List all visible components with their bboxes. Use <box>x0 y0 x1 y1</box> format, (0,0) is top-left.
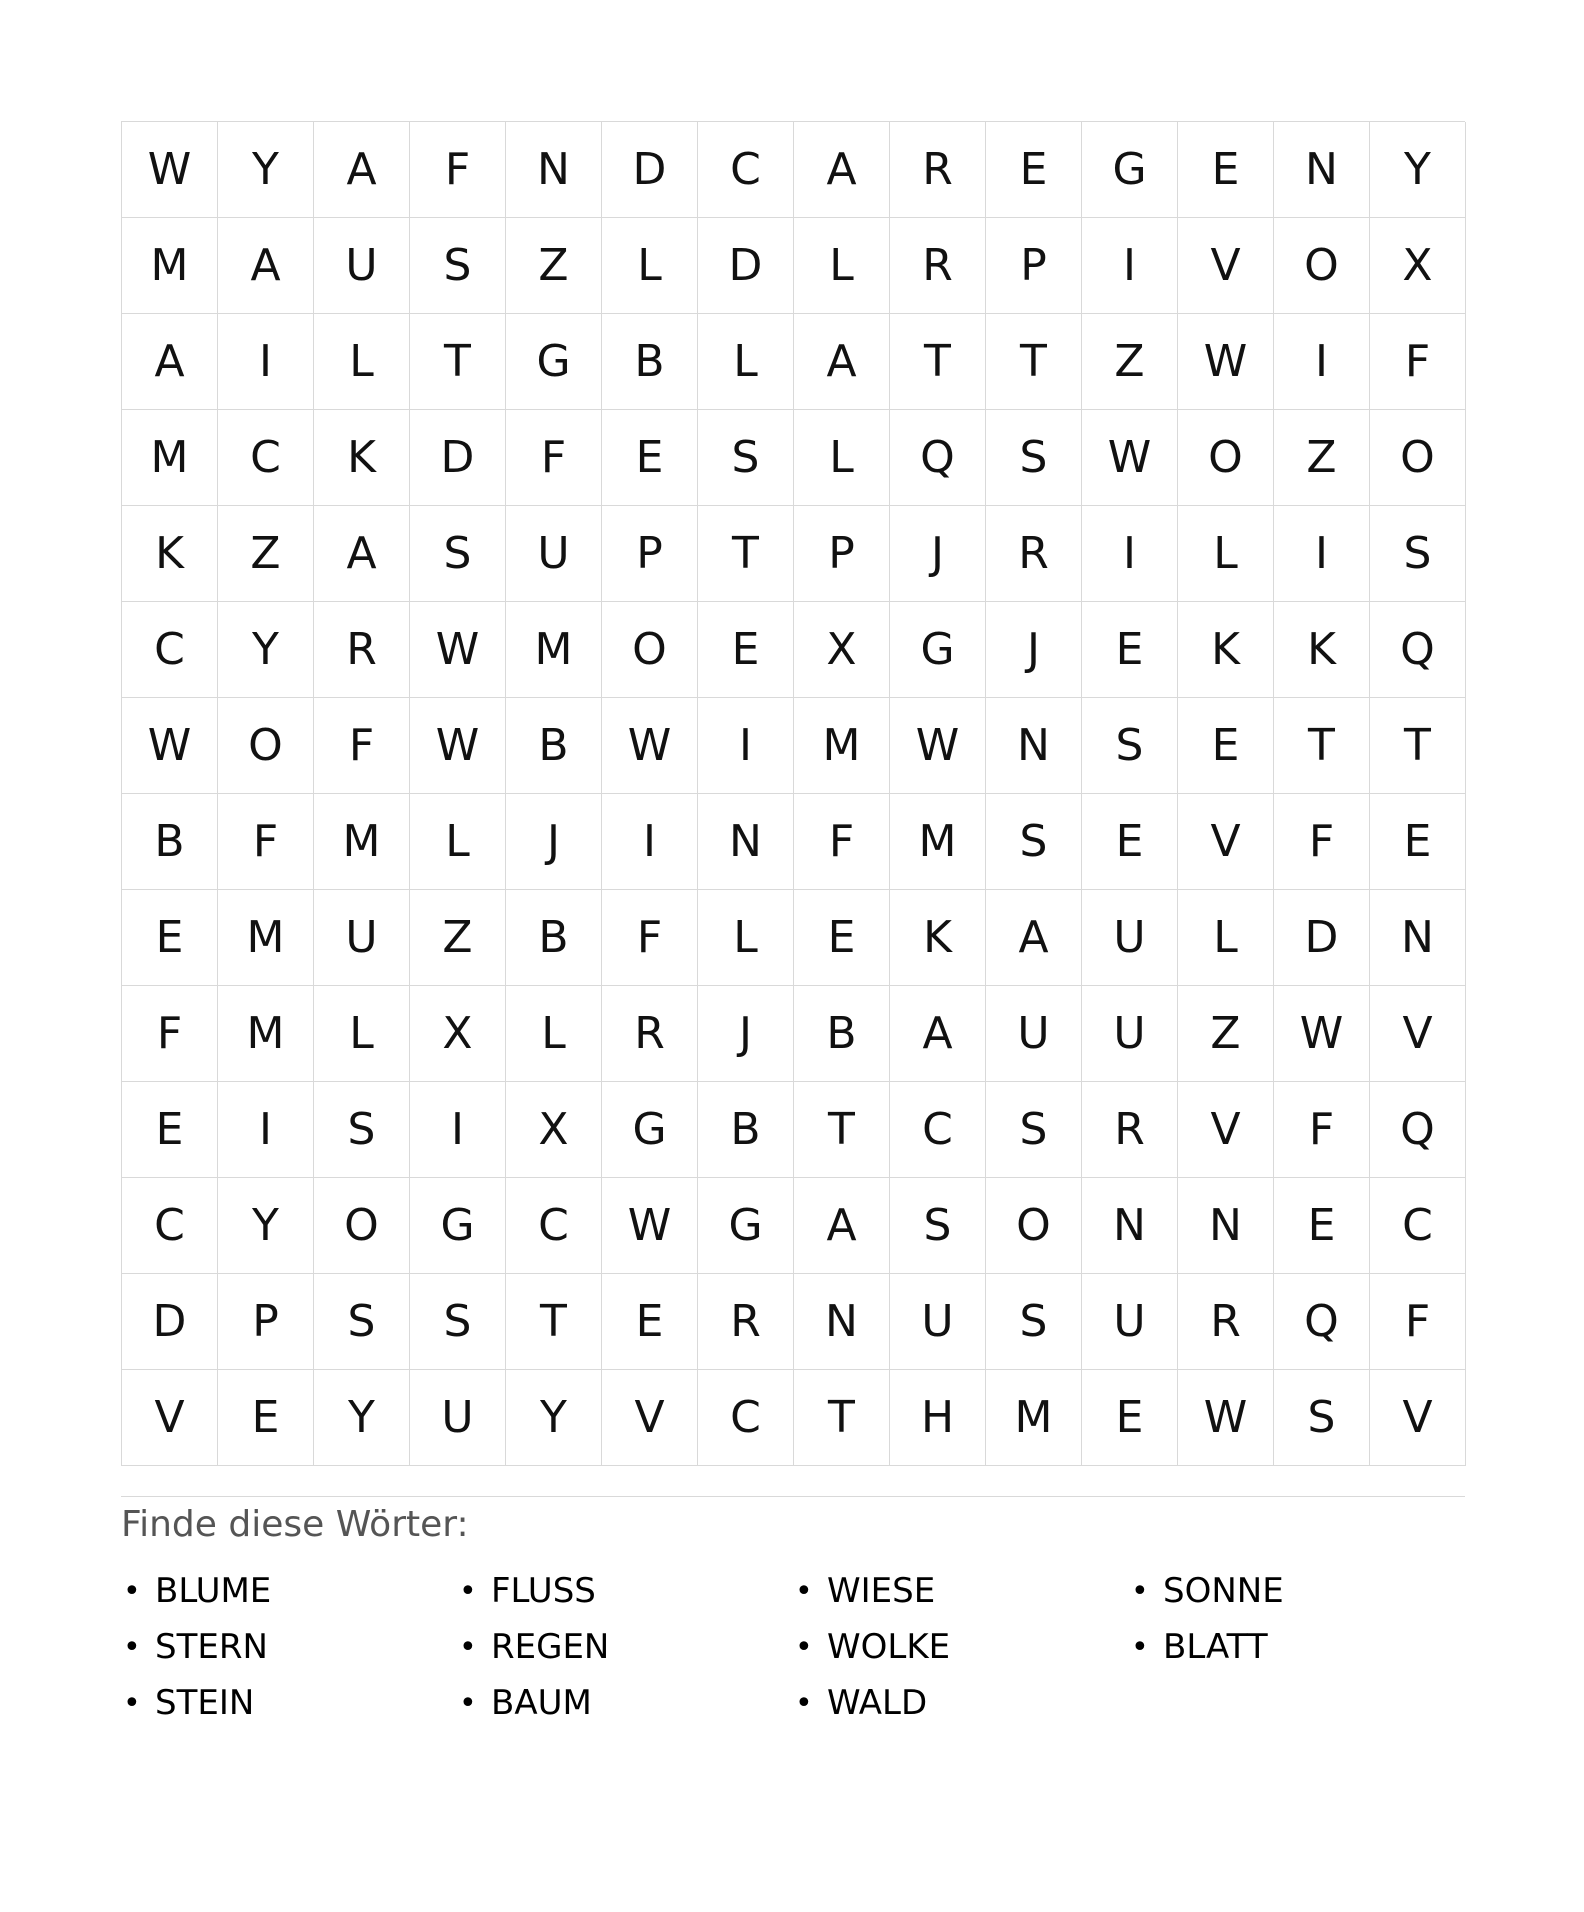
word-item <box>121 1675 457 1731</box>
grid-cell[interactable]: U <box>1082 986 1178 1082</box>
grid-cell[interactable]: W <box>1274 986 1370 1082</box>
grid-cell[interactable]: J <box>506 794 602 890</box>
grid-cell[interactable]: V <box>1178 794 1274 890</box>
bullet-icon: • <box>459 1685 477 1721</box>
grid-cell[interactable]: W <box>1178 314 1274 410</box>
grid-cell[interactable]: Z <box>1082 314 1178 410</box>
grid-cell[interactable]: I <box>1274 314 1370 410</box>
grid-cell[interactable]: Y <box>506 1370 602 1466</box>
grid-cell[interactable]: B <box>506 890 602 986</box>
grid-cell[interactable]: D <box>698 218 794 314</box>
grid-cell[interactable]: S <box>314 1274 410 1370</box>
instructions-label: Finde diese Wörter: <box>121 1504 469 1545</box>
word-item <box>793 1675 1129 1731</box>
grid-cell[interactable]: F <box>506 410 602 506</box>
grid-cell[interactable]: W <box>122 122 218 218</box>
word-item <box>121 1563 457 1619</box>
grid-cell[interactable]: A <box>794 122 890 218</box>
grid-cell[interactable]: L <box>314 314 410 410</box>
grid-cell[interactable]: S <box>986 794 1082 890</box>
grid-cell[interactable]: O <box>314 1178 410 1274</box>
grid-cell[interactable]: O <box>602 602 698 698</box>
grid-cell[interactable]: A <box>218 218 314 314</box>
word-item <box>121 1619 457 1675</box>
grid-cell[interactable]: W <box>602 698 698 794</box>
word-label: WALD <box>827 1683 928 1723</box>
word-item <box>1129 1563 1465 1619</box>
grid-cell[interactable]: T <box>794 1370 890 1466</box>
grid-cell[interactable]: R <box>890 218 986 314</box>
word-label: REGEN <box>491 1627 610 1667</box>
grid-cell[interactable]: K <box>314 410 410 506</box>
grid-cell[interactable]: U <box>314 218 410 314</box>
bullet-icon: • <box>459 1629 477 1665</box>
grid-cell[interactable]: V <box>1178 218 1274 314</box>
bullet-icon: • <box>795 1573 813 1609</box>
grid-cell[interactable]: F <box>602 890 698 986</box>
grid-cell[interactable]: C <box>122 1178 218 1274</box>
grid-cell[interactable]: N <box>506 122 602 218</box>
word-item <box>793 1619 1129 1675</box>
bullet-icon: • <box>123 1629 141 1665</box>
grid-cell[interactable]: U <box>1082 1274 1178 1370</box>
grid-cell[interactable]: E <box>1082 1370 1178 1466</box>
grid-cell[interactable]: A <box>986 890 1082 986</box>
bullet-icon: • <box>123 1685 141 1721</box>
grid-cell[interactable]: I <box>410 1082 506 1178</box>
grid-cell[interactable]: G <box>890 602 986 698</box>
bullet-icon: • <box>795 1685 813 1721</box>
grid-cell[interactable]: O <box>218 698 314 794</box>
grid-cell[interactable]: X <box>1370 218 1466 314</box>
grid-cell[interactable]: M <box>122 410 218 506</box>
grid-cell[interactable]: W <box>1178 1370 1274 1466</box>
grid-cell[interactable]: Z <box>1178 986 1274 1082</box>
grid-cell[interactable]: A <box>794 314 890 410</box>
bullet-icon: • <box>123 1573 141 1609</box>
grid-cell[interactable]: N <box>986 698 1082 794</box>
grid-cell[interactable]: G <box>1082 122 1178 218</box>
word-label: BLUME <box>155 1571 272 1611</box>
grid-cell[interactable]: A <box>794 1178 890 1274</box>
word-item <box>793 1563 1129 1619</box>
grid-cell[interactable]: L <box>410 794 506 890</box>
bullet-icon: • <box>795 1629 813 1665</box>
grid-cell[interactable]: Q <box>1370 1082 1466 1178</box>
grid-cell[interactable]: I <box>1082 506 1178 602</box>
grid-cell[interactable]: A <box>314 506 410 602</box>
word-label: BAUM <box>491 1683 592 1723</box>
grid-cell[interactable]: E <box>1082 794 1178 890</box>
grid-cell[interactable]: F <box>1274 794 1370 890</box>
word-item <box>457 1619 793 1675</box>
grid-cell[interactable]: B <box>794 986 890 1082</box>
grid-cell[interactable]: R <box>890 122 986 218</box>
grid-cell[interactable]: L <box>602 218 698 314</box>
grid-cell[interactable]: Y <box>218 122 314 218</box>
grid-cell[interactable]: K <box>890 890 986 986</box>
word-label: BLATT <box>1163 1627 1268 1667</box>
grid-cell[interactable]: Z <box>218 506 314 602</box>
grid-cell[interactable]: I <box>218 314 314 410</box>
grid-cell[interactable]: C <box>122 602 218 698</box>
word-label: STEIN <box>155 1683 255 1723</box>
word-label: SONNE <box>1163 1571 1284 1611</box>
bullet-icon: • <box>1131 1629 1149 1665</box>
word-item <box>457 1675 793 1731</box>
grid-cell[interactable]: L <box>1178 890 1274 986</box>
grid-cell[interactable]: R <box>314 602 410 698</box>
grid-cell[interactable]: T <box>698 506 794 602</box>
word-label: WOLKE <box>827 1627 951 1667</box>
grid-cell[interactable]: N <box>1082 1178 1178 1274</box>
grid-cell[interactable]: S <box>1274 1370 1370 1466</box>
grid-cell[interactable]: S <box>986 410 1082 506</box>
letter-grid <box>121 121 1465 1466</box>
grid-cell[interactable]: T <box>986 314 1082 410</box>
grid-cell[interactable]: I <box>218 1082 314 1178</box>
grid-cell[interactable]: L <box>698 314 794 410</box>
grid-cell[interactable]: Y <box>218 602 314 698</box>
grid-cell[interactable]: C <box>698 1370 794 1466</box>
grid-cell[interactable]: M <box>506 602 602 698</box>
grid-cell[interactable]: Q <box>1370 602 1466 698</box>
word-label: FLUSS <box>491 1571 596 1611</box>
grid-cell[interactable]: E <box>602 1274 698 1370</box>
grid-cell[interactable]: K <box>1274 602 1370 698</box>
grid-cell[interactable]: E <box>122 1082 218 1178</box>
grid-cell[interactable]: N <box>698 794 794 890</box>
word-label: WIESE <box>827 1571 936 1611</box>
grid-cell[interactable]: P <box>986 218 1082 314</box>
grid-cell[interactable]: J <box>986 602 1082 698</box>
grid-cell[interactable]: G <box>506 314 602 410</box>
grid-cell[interactable]: U <box>314 890 410 986</box>
grid-cell[interactable]: N <box>794 1274 890 1370</box>
grid-cell[interactable]: W <box>890 698 986 794</box>
grid-cell[interactable]: J <box>698 986 794 1082</box>
grid-cell[interactable]: V <box>602 1370 698 1466</box>
grid-cell[interactable]: M <box>794 698 890 794</box>
bullet-icon: • <box>1131 1573 1149 1609</box>
grid-cell[interactable]: W <box>410 602 506 698</box>
grid-cell[interactable]: T <box>410 314 506 410</box>
grid-cell[interactable]: D <box>1274 890 1370 986</box>
grid-cell[interactable]: F <box>1274 1082 1370 1178</box>
grid-cell[interactable]: S <box>1082 698 1178 794</box>
grid-cell[interactable]: U <box>410 1370 506 1466</box>
grid-cell[interactable]: E <box>1370 794 1466 890</box>
grid-cell[interactable]: S <box>314 1082 410 1178</box>
grid-cell[interactable]: S <box>410 218 506 314</box>
grid-cell[interactable]: S <box>1370 506 1466 602</box>
grid-cell[interactable]: C <box>1370 1178 1466 1274</box>
grid-cell[interactable]: E <box>1178 122 1274 218</box>
grid-cell[interactable]: C <box>890 1082 986 1178</box>
grid-cell[interactable]: B <box>698 1082 794 1178</box>
grid-cell[interactable]: E <box>698 602 794 698</box>
grid-cell[interactable]: M <box>218 986 314 1082</box>
grid-cell[interactable]: I <box>1274 506 1370 602</box>
grid-cell[interactable]: T <box>1274 698 1370 794</box>
grid-cell[interactable]: T <box>1370 698 1466 794</box>
bullet-icon: • <box>459 1573 477 1609</box>
grid-cell[interactable]: X <box>410 986 506 1082</box>
grid-cell[interactable]: S <box>986 1274 1082 1370</box>
grid-cell[interactable]: I <box>602 794 698 890</box>
grid-cell[interactable]: L <box>314 986 410 1082</box>
grid-cell[interactable]: R <box>1082 1082 1178 1178</box>
grid-cell[interactable]: M <box>890 794 986 890</box>
grid-cell[interactable]: S <box>890 1178 986 1274</box>
grid-cell[interactable]: O <box>1178 410 1274 506</box>
grid-cell[interactable]: F <box>314 698 410 794</box>
grid-cell[interactable]: U <box>890 1274 986 1370</box>
grid-cell[interactable]: U <box>1082 890 1178 986</box>
grid-cell[interactable]: P <box>602 506 698 602</box>
grid-cell[interactable]: E <box>122 890 218 986</box>
grid-cell[interactable]: D <box>410 410 506 506</box>
grid-cell[interactable]: N <box>1178 1178 1274 1274</box>
grid-cell[interactable]: U <box>986 986 1082 1082</box>
grid-cell[interactable]: Q <box>890 410 986 506</box>
word-list <box>121 1563 1465 1731</box>
grid-cell[interactable]: Z <box>410 890 506 986</box>
grid-cell[interactable]: M <box>986 1370 1082 1466</box>
grid-cell[interactable]: C <box>698 122 794 218</box>
grid-cell[interactable]: L <box>794 410 890 506</box>
grid-cell[interactable]: W <box>602 1178 698 1274</box>
grid-cell[interactable]: E <box>794 890 890 986</box>
grid-cell[interactable]: W <box>410 698 506 794</box>
grid-cell[interactable]: S <box>410 506 506 602</box>
grid-cell[interactable]: F <box>122 986 218 1082</box>
grid-cell[interactable]: G <box>698 1178 794 1274</box>
grid-cell[interactable]: I <box>1082 218 1178 314</box>
grid-cell[interactable]: C <box>218 410 314 506</box>
grid-cell[interactable]: W <box>1082 410 1178 506</box>
grid-cell[interactable]: F <box>794 794 890 890</box>
grid-cell[interactable]: X <box>506 1082 602 1178</box>
grid-cell[interactable]: V <box>1370 1370 1466 1466</box>
grid-cell[interactable]: V <box>122 1370 218 1466</box>
grid-cell[interactable]: C <box>506 1178 602 1274</box>
grid-cell[interactable]: N <box>1274 122 1370 218</box>
grid-cell[interactable]: G <box>410 1178 506 1274</box>
grid-cell[interactable]: B <box>602 314 698 410</box>
grid-cell[interactable]: Z <box>1274 410 1370 506</box>
grid-cell[interactable]: P <box>218 1274 314 1370</box>
grid-cell[interactable]: N <box>1370 890 1466 986</box>
grid-cell[interactable]: O <box>1274 218 1370 314</box>
grid-cell[interactable]: A <box>122 314 218 410</box>
grid-cell[interactable]: E <box>1178 698 1274 794</box>
grid-cell[interactable]: M <box>314 794 410 890</box>
grid-cell[interactable]: G <box>602 1082 698 1178</box>
grid-cell[interactable]: Y <box>1370 122 1466 218</box>
grid-cell[interactable]: Y <box>218 1178 314 1274</box>
grid-cell[interactable]: Q <box>1274 1274 1370 1370</box>
grid-cell[interactable]: S <box>410 1274 506 1370</box>
grid-cell[interactable]: R <box>986 506 1082 602</box>
grid-cell[interactable]: T <box>890 314 986 410</box>
grid-cell[interactable]: P <box>794 506 890 602</box>
grid-cell[interactable]: F <box>1370 1274 1466 1370</box>
grid-cell[interactable]: K <box>122 506 218 602</box>
grid-cell[interactable]: V <box>1370 986 1466 1082</box>
grid-cell[interactable]: S <box>986 1082 1082 1178</box>
grid-cell[interactable]: W <box>122 698 218 794</box>
grid-cell[interactable]: H <box>890 1370 986 1466</box>
grid-cell[interactable]: D <box>602 122 698 218</box>
grid-cell[interactable]: O <box>1370 410 1466 506</box>
grid-cell[interactable]: E <box>1082 602 1178 698</box>
grid-cell[interactable]: B <box>122 794 218 890</box>
grid-cell[interactable]: R <box>1178 1274 1274 1370</box>
grid-cell[interactable]: Z <box>506 218 602 314</box>
grid-cell[interactable]: L <box>794 218 890 314</box>
grid-cell[interactable]: F <box>218 794 314 890</box>
grid-cell[interactable]: Y <box>314 1370 410 1466</box>
divider <box>121 1496 1465 1497</box>
grid-cell[interactable]: M <box>122 218 218 314</box>
grid-cell[interactable]: E <box>602 410 698 506</box>
grid-cell[interactable]: L <box>1178 506 1274 602</box>
grid-cell[interactable]: L <box>698 890 794 986</box>
grid-cell[interactable]: X <box>794 602 890 698</box>
grid-cell[interactable]: I <box>698 698 794 794</box>
grid-cell[interactable]: T <box>794 1082 890 1178</box>
grid-cell[interactable]: F <box>1370 314 1466 410</box>
grid-cell[interactable]: R <box>602 986 698 1082</box>
word-label: STERN <box>155 1627 268 1667</box>
grid-cell[interactable]: A <box>890 986 986 1082</box>
grid-cell[interactable]: V <box>1178 1082 1274 1178</box>
word-item <box>457 1563 793 1619</box>
grid-cell[interactable]: S <box>698 410 794 506</box>
grid-cell[interactable]: J <box>890 506 986 602</box>
grid-cell[interactable]: E <box>1274 1178 1370 1274</box>
grid-cell[interactable]: T <box>506 1274 602 1370</box>
grid-cell[interactable]: B <box>506 698 602 794</box>
grid-cell[interactable]: O <box>986 1178 1082 1274</box>
word-search-puzzle <box>121 121 1465 1731</box>
grid-cell[interactable]: F <box>410 122 506 218</box>
grid-cell[interactable]: U <box>506 506 602 602</box>
grid-cell[interactable]: A <box>314 122 410 218</box>
word-item <box>1129 1619 1465 1675</box>
grid-cell[interactable]: E <box>218 1370 314 1466</box>
grid-cell[interactable]: K <box>1178 602 1274 698</box>
grid-cell[interactable]: L <box>506 986 602 1082</box>
grid-cell[interactable]: M <box>218 890 314 986</box>
grid-cell[interactable]: E <box>986 122 1082 218</box>
grid-cell[interactable]: R <box>698 1274 794 1370</box>
grid-cell[interactable]: D <box>122 1274 218 1370</box>
